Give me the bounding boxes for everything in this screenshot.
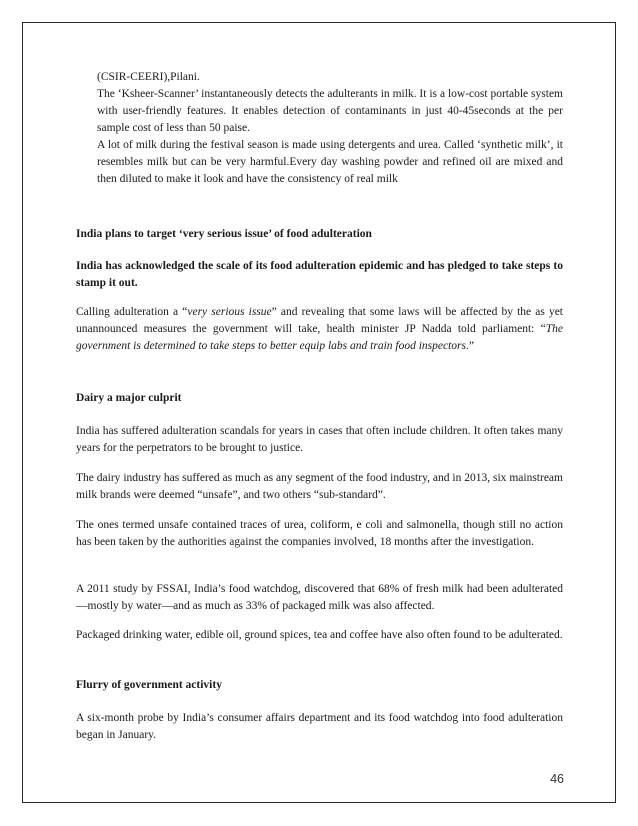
subheading-block	[76, 677, 563, 694]
body-paragraph: The ones termed unsafe contained traces of urea, coliform, e coli and salmonella, though still no action has been taken by the authorities against the companies involved, 18 months after the investigation.	[76, 519, 563, 548]
quote-text: Calling adulteration a “	[76, 306, 188, 318]
page-number: 46	[550, 772, 564, 786]
body-paragraph: The dairy industry has suffered as much as any segment of the food industry, and in 2013, six mainstream milk brands were deemed “unsafe”, and two others “sub-standard”.	[76, 472, 563, 501]
body-paragraph: Packaged drinking water, edible oil, ground spices, tea and coffee have also often found to be adulterated.	[76, 629, 563, 641]
subheading-block	[76, 390, 563, 407]
intro-line: (CSIR-CEERI),Pilani.	[97, 71, 200, 83]
section-subheading: Flurry of government activity	[76, 679, 222, 691]
quote-emphasis: The government is determined to take steps to better equip labs and train food inspectors	[76, 323, 563, 352]
quote-text: .”	[466, 340, 474, 352]
quote-paragraph	[76, 304, 563, 355]
quote-emphasis: very serious issue	[187, 306, 272, 318]
paragraph-block	[76, 517, 563, 551]
paragraph-block	[76, 627, 563, 644]
intro-paragraph: A lot of milk during the festival season is made using detergents and urea. Called ‘synthetic milk’, it resembles milk but can be very harmful.Every day washing powder and refined oil are mixed and then diluted to make it look and have the consistency of real milk	[97, 139, 563, 185]
paragraph-block	[76, 470, 563, 504]
article-heading: India plans to target ‘very serious issue’ of food adulteration	[76, 228, 372, 240]
intro-paragraph: The ‘Ksheer-Scanner’ instantaneously detects the adulterants in milk. It is a low-cost portable system with user-friendly features. It enables detection of contaminants in just 40-45seconds at the per sample cost of less than 50 paise.	[97, 88, 563, 134]
body-paragraph: A 2011 study by FSSAI, India’s food watchdog, discovered that 68% of fresh milk had been adulterated—mostly by water—and as much as 33% of packaged milk was also affected.	[76, 583, 563, 612]
paragraph-block	[76, 423, 563, 457]
paragraph-block	[76, 710, 563, 744]
body-paragraph: India has suffered adulteration scandals for years in cases that often include children. It often takes many years for the perpetrators to be brought to justice.	[76, 425, 563, 454]
intro-block	[97, 69, 563, 188]
quote-block	[76, 304, 563, 355]
paragraph-block	[76, 581, 563, 615]
quote-text: ” and revealing that some laws will be affected by the as yet unannounced measures the government will take, health minister JP Nadda told parliament: “	[76, 306, 564, 335]
lead-block	[76, 258, 563, 292]
lead-paragraph: India has acknowledged the scale of its food adulteration epidemic and has pledged to take steps to stamp it out.	[76, 260, 563, 289]
section-subheading: Dairy a major culprit	[76, 392, 182, 404]
body-paragraph: A six-month probe by India’s consumer affairs department and its food watchdog into food adulteration began in January.	[76, 712, 563, 741]
article-heading-block	[76, 226, 563, 243]
